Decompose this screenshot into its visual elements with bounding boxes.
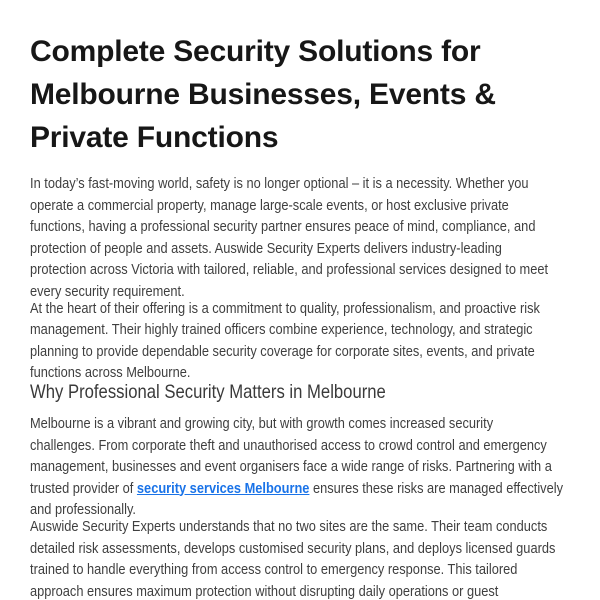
text-line: management, businesses and event organisers face a wide range of risks. Partnering with a — [30, 458, 552, 475]
text-line: protection of people and assets. Auswide Security Experts delivers industry-leading — [30, 239, 502, 257]
security-matters-paragraph — [30, 413, 577, 521]
section-heading-why-security-matters: Why Professional Security Matters in Melbourne — [30, 381, 386, 403]
text-line: protection across Victoria with tailored, reliable, and professional services designed to meet — [30, 261, 549, 278]
text-line: Melbourne is a vibrant and growing city, but with growth comes increased security — [30, 415, 494, 432]
text-line-with-link — [30, 478, 577, 500]
page-title-line: Private Functions — [30, 121, 279, 154]
intro-paragraph — [30, 173, 577, 302]
tailored-approach-paragraph — [30, 516, 577, 600]
text-line: approach ensures maximum protection without disrupting daily operations or guest — [30, 582, 499, 600]
link-line-before: trusted provider of — [30, 479, 137, 497]
text-line: and professionally. — [30, 501, 136, 518]
page-title — [30, 30, 600, 159]
text-line: operate a commercial property, manage large-scale events, or host exclusive private — [30, 196, 509, 214]
commitment-paragraph — [30, 298, 577, 384]
text-line: Auswide Security Experts understands that no two sites are the same. Their team conducts — [30, 518, 548, 535]
text-line: challenges. From corporate theft and unauthorised access to crowd control and emergency — [30, 436, 547, 454]
page-title-line: Complete Security Solutions for — [30, 35, 481, 68]
text-line: every security requirement. — [30, 282, 185, 300]
text-line: At the heart of their offering is a commitment to quality, professionalism, and proactive risk — [30, 299, 540, 317]
page-title-line: Melbourne Businesses, Events & — [30, 78, 496, 111]
link-line-after: ensures these risks are managed effectively — [309, 479, 563, 497]
text-line: detailed risk assessments, develops customised security plans, and deploys licensed guards — [30, 539, 556, 557]
security-services-melbourne-link[interactable]: security services Melbourne — [136, 479, 310, 497]
text-line: planning to provide dependable security coverage for corporate sites, events, and private — [30, 342, 535, 360]
text-line: functions across Melbourne. — [30, 364, 191, 381]
text-line: trained to handle everything from access control to emergency response. This tailored — [30, 561, 518, 578]
text-line: management. Their highly trained officers combine experience, technology, and strategic — [30, 321, 533, 338]
article-body — [30, 173, 577, 600]
text-line: functions, having a professional security partner ensures peace of mind, compliance, and — [30, 218, 536, 235]
text-line: In today’s fast-moving world, safety is no longer optional – it is a necessity. Whether you — [30, 175, 529, 192]
